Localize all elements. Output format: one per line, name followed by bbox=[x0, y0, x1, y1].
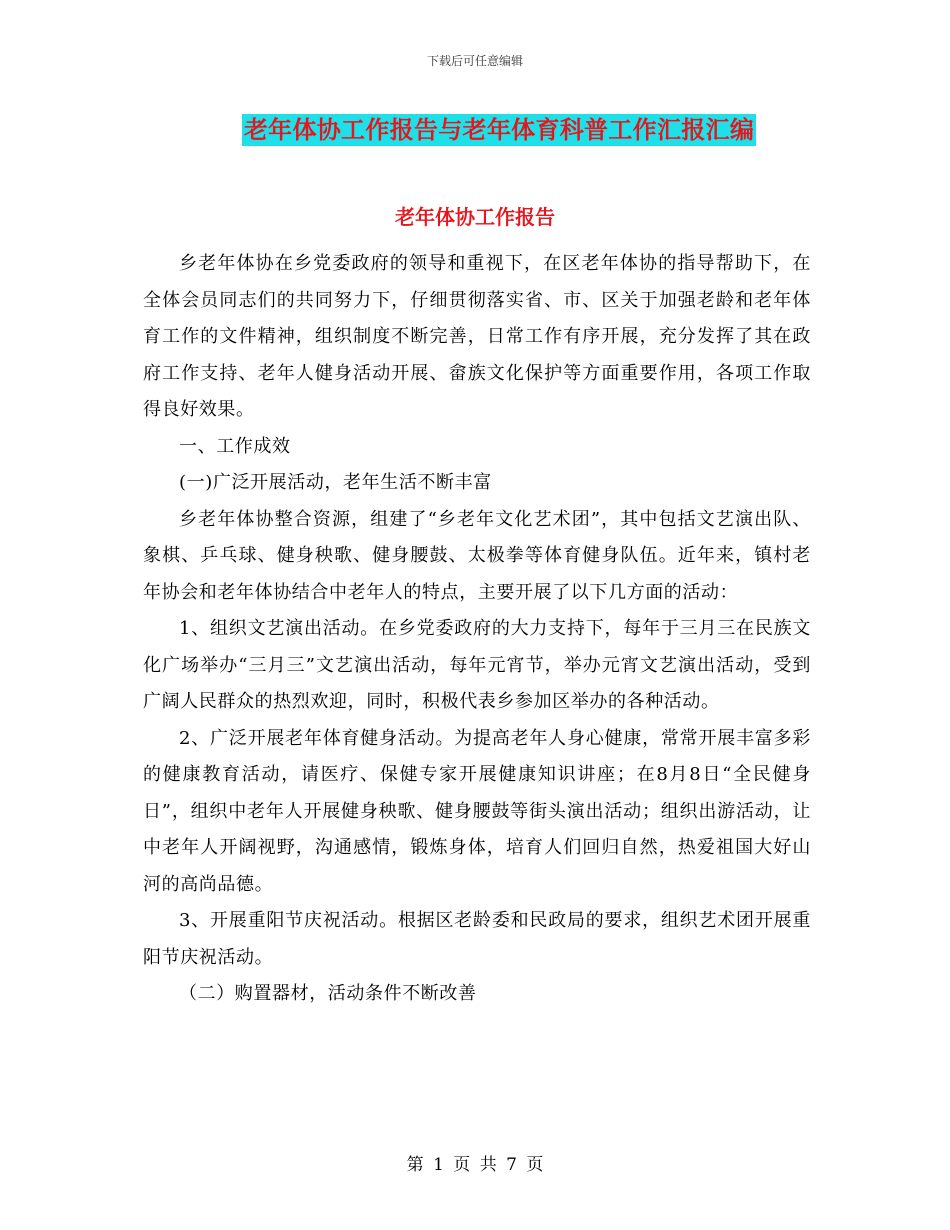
paragraph-performances: 1、组织文艺演出活动。在乡党委政府的大力支持下，每年于三月三在民族文化广场举办“三月三”文艺演出活动，每年元宵节，举办元宵文艺演出活动，受到广阔人民群众的热烈欢迎，同时，积极代表乡参加区举办的各种活动。 bbox=[143, 618, 811, 712]
page-number: 第 1 页 共 7 页 bbox=[406, 1155, 544, 1175]
subheading-activities: (一)广泛开展活动，老年生活不断丰富 bbox=[179, 472, 492, 493]
subheading-equipment: （二）购置器材，活动条件不断改善 bbox=[179, 983, 477, 1004]
main-title: 老年体协工作报告与老年体育科普工作汇报汇编 bbox=[243, 115, 755, 144]
paragraph-intro: 乡老年体协在乡党委政府的领导和重视下，在区老年体协的指导帮助下，在全体会员同志们的共同努力下，仔细贯彻落实省、市、区关于加强老龄和老年体育工作的文件精神，组织制度不断完善，日常工作有序开展，充分发挥了其在政府工作支持、老年人健身活动开展、畲族文化保护等方面重要作用，各项工作取得良好效果。 bbox=[143, 253, 811, 420]
paragraph-double-ninth: 3、开展重阳节庆祝活动。根据区老龄委和民政局的要求，组织艺术团开展重阳节庆祝活动。 bbox=[143, 910, 811, 968]
main-title-container bbox=[0, 114, 950, 146]
section-title: 老年体协工作报告 bbox=[395, 205, 555, 229]
document-body bbox=[143, 246, 811, 1013]
paragraph-art-troupe: 乡老年体协整合资源，组建了“乡老年文化艺术团”，其中包括文艺演出队、象棋、乒乓球、健身秧歌、健身腰鼓、太极拳等体育健身队伍。近年来，镇村老年协会和老年体协结合中老年人的特点，主要开展了以下几方面的活动： bbox=[143, 508, 811, 603]
page-header-note: 下载后可任意编辑 bbox=[426, 54, 523, 68]
heading-work-results: 一、工作成效 bbox=[179, 435, 291, 457]
paragraph-fitness: 2、广泛开展老年体育健身活动。为提高老年人身心健康，常常开展丰富多彩的健康教育活动，请医疗、保健专家开展健康知识讲座；在8月8日“全民健身日”，组织中老年人开展健身秧歌、健身腰鼓等街头演出活动；组织出游活动，让中老年人开阔视野，沟通感情，锻炼身体，培育人们回归自然，热爱祖国大好山河的高尚品德。 bbox=[143, 727, 811, 895]
